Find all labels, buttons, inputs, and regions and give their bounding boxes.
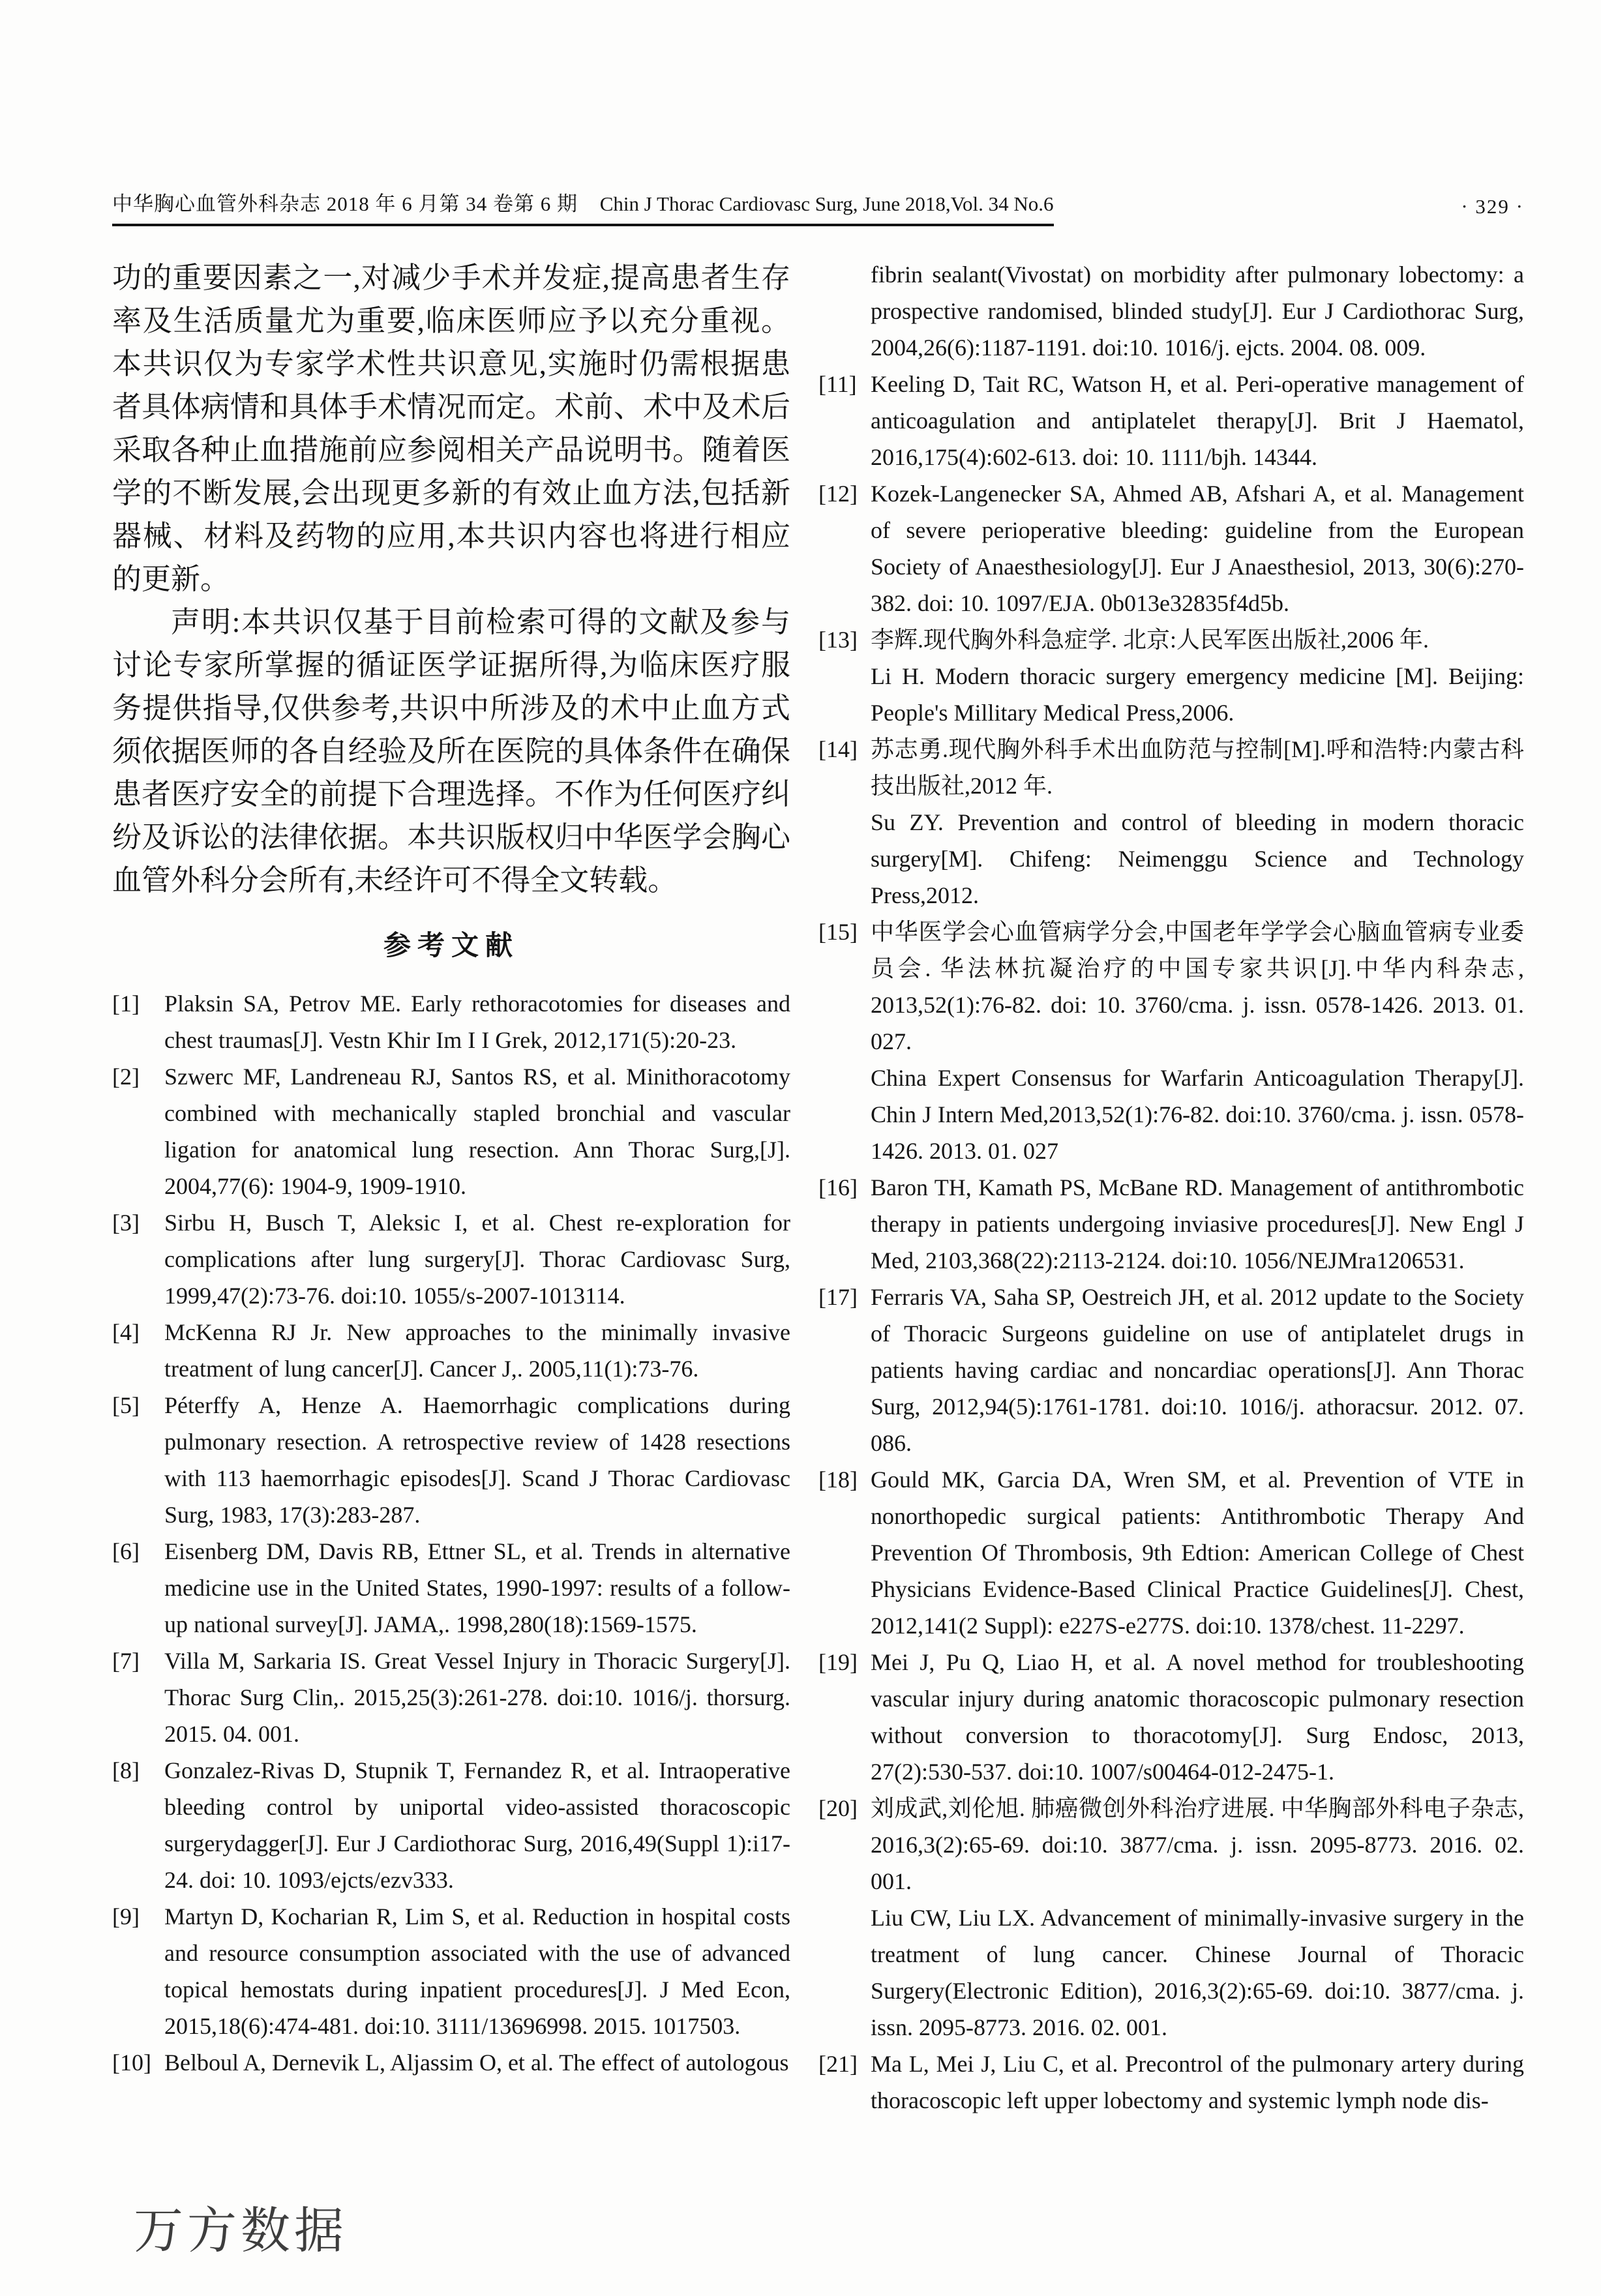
reference-item xyxy=(818,914,1524,1060)
reference-label: [16] xyxy=(818,1174,858,1200)
reference-label: [11] xyxy=(818,371,857,397)
reference-label: [18] xyxy=(818,1467,858,1493)
reference-item xyxy=(112,1204,790,1314)
reference-text: Ferraris VA, Saha SP, Oestreich JH, et al. 2012 update to the Society of Thoracic Surgeons guideline on use of antiplatelet drugs in patients having cardiac and noncardiac operations[J]. Ann Thorac Surg, 2012,94(5):1761-1781. doi:10. 1016/j. athoracsur. 2012. 07. 086. xyxy=(871,1284,1524,1456)
reference-item xyxy=(112,1387,790,1533)
reference-text: Kozek-Langenecker SA, Ahmed AB, Afshari A, et al. Management of severe perioperative bleeding: guideline from the European Society of Anaesthesiology[J]. Eur J Anaesthesiol, 2013, 30(6):270-382. doi: 10. 1097/EJA. 0b013e32835f4d5b. xyxy=(871,481,1524,616)
reference-text: Plaksin SA, Petrov ME. Early rethoracotomies for diseases and chest traumas[J]. Vestn Khir Im I I Grek, 2012,171(5):20-23. xyxy=(164,991,790,1053)
reference-label: [19] xyxy=(818,1649,858,1675)
reference-label: [14] xyxy=(818,736,858,762)
reference-text: 中华医学会心血管病学分会,中国老年学学会心脑血管病专业委员会. 华法林抗凝治疗的中国专家共识[J].中华内科杂志, 2013,52(1):76-82. doi: 10. 3760/cma. j. issn. 0578-1426. 2013. 01. 027. xyxy=(871,919,1524,1054)
journal-title-cn: 中华胸心血管外科杂志 2018 年 6 月第 34 卷第 6 期 xyxy=(112,192,578,215)
reference-text: Su ZY. Prevention and control of bleeding in modern thoracic surgery[M]. Chifeng: Neimenggu Science and Technology Press,2012. xyxy=(871,809,1524,908)
references-list-left xyxy=(112,985,790,2081)
reference-label: [17] xyxy=(818,1284,858,1310)
reference-label: [12] xyxy=(818,481,858,507)
reference-item xyxy=(818,1644,1524,1790)
reference-label: [9] xyxy=(112,1903,140,1930)
reference-item xyxy=(818,1169,1524,1279)
reference-item xyxy=(818,2046,1524,2119)
reference-text: Ma L, Mei J, Liu C, et al. Precontrol of the pulmonary artery during thoracoscopic left upper lobectomy and systemic lymph node dis- xyxy=(871,2051,1524,2113)
reference-text: Martyn D, Kocharian R, Lim S, et al. Reduction in hospital costs and resource consumption associated with the use of advanced topical hemostats during inpatient procedures[J]. J Med Econ, 2015,18(6):474-481. doi:10. 3111/13696998. 2015. 1017503. xyxy=(164,1903,790,2039)
reference-item xyxy=(818,1060,1524,1169)
reference-text: Gonzalez-Rivas D, Stupnik T, Fernandez R, et al. Intraoperative bleeding control by uniportal video-assisted thoracoscopic surgerydagger[J]. Eur J Cardiothorac Surg, 2016,49(Suppl 1):i17-24. doi: 10. 1093/ejcts/ezv333. xyxy=(164,1757,790,1893)
reference-text: 李辉.现代胸外科急症学. 北京:人民军医出版社,2006 年. xyxy=(871,627,1429,653)
reference-item xyxy=(112,1058,790,1204)
reference-item xyxy=(818,1461,1524,1644)
reference-text: Li H. Modern thoracic surgery emergency medicine [M]. Beijing: People's Millitary Medical Press,2006. xyxy=(871,663,1524,726)
reference-item xyxy=(112,1898,790,2044)
reference-label: [20] xyxy=(818,1795,858,1821)
right-column xyxy=(818,256,1524,2119)
reference-label: [4] xyxy=(112,1319,140,1345)
reference-label: [5] xyxy=(112,1392,140,1418)
page-number: · 329 · xyxy=(1461,195,1524,218)
statement-paragraph: 声明:本共识仅基于目前检索可得的文献及参与讨论专家所掌握的循证医学证据所得,为临床医疗服务提供指导,仅供参考,共识中所涉及的术中止血方式须依据医师的各自经验及所在医院的具体条件在确保患者医疗安全的前提下合理选择。不作为任何医疗纠纷及诉讼的法律依据。本共识版权归中华医学会胸心血管外科分会所有,未经许可不得全文转载。 xyxy=(112,606,790,897)
reference-item xyxy=(818,804,1524,914)
references-heading: 参考文献 xyxy=(383,931,519,961)
reference-text: Szwerc MF, Landreneau RJ, Santos RS, et al. Minithoracotomy combined with mechanically stapled bronchial and vascular ligation for anatomical lung resection. Ann Thorac Surg,[J]. 2004,77(6): 1904-9, 1909-1910. xyxy=(164,1064,790,1199)
reference-item xyxy=(818,658,1524,731)
reference-text: Keeling D, Tait RC, Watson H, et al. Peri-operative management of anticoagulation and antiplatelet therapy[J]. Brit J Haematol, 2016,175(4):602-613. doi: 10. 1111/bjh. 14344. xyxy=(871,371,1524,470)
left-column xyxy=(112,256,790,2081)
reference-item xyxy=(818,1279,1524,1461)
reference-text: 苏志勇.现代胸外科手术出血防范与控制[M].呼和浩特:内蒙古科技出版社,2012 年. xyxy=(871,736,1524,799)
reference-item xyxy=(818,731,1524,804)
reference-label: [6] xyxy=(112,1538,140,1564)
reference-text: Baron TH, Kamath PS, McBane RD. Management of antithrombotic therapy in patients undergoing inviasive procedures[J]. New Engl J Med, 2103,368(22):2113-2124. doi:10. 1056/NEJMra1206531. xyxy=(871,1174,1524,1274)
reference-text: McKenna RJ Jr. New approaches to the minimally invasive treatment of lung cancer[J]. Cancer J,. 2005,11(1):73-76. xyxy=(164,1319,790,1382)
running-head xyxy=(112,190,1054,226)
reference-label: [13] xyxy=(818,627,858,653)
reference-item xyxy=(818,621,1524,658)
reference-item xyxy=(112,1752,790,1898)
reference-label: [21] xyxy=(818,2051,858,2077)
reference-label: [2] xyxy=(112,1064,140,1090)
reference-text: Eisenberg DM, Davis RB, Ettner SL, et al. Trends in alternative medicine use in the United States, 1990-1997: results of a follow-up national survey[J]. JAMA,. 1998,280(18):1569-1575. xyxy=(164,1538,790,1637)
reference-item xyxy=(818,366,1524,475)
reference-item xyxy=(818,1790,1524,1900)
reference-item xyxy=(818,256,1524,366)
journal-title-en: Chin J Thorac Cardiovasc Surg, June 2018,Vol. 34 No.6 xyxy=(599,192,1054,215)
reference-text: Villa M, Sarkaria IS. Great Vessel Injury in Thoracic Surgery[J]. Thorac Surg Clin,. 2015,25(3):261-278. doi:10. 1016/j. thorsurg. 2015. 04. 001. xyxy=(164,1648,790,1747)
reference-label: [15] xyxy=(818,919,858,945)
wanfang-data-watermark: 万方数据 xyxy=(134,2203,348,2259)
reference-label: [1] xyxy=(112,991,140,1017)
reference-text: fibrin sealant(Vivostat) on morbidity after pulmonary lobectomy: a prospective randomised, blinded study[J]. Eur J Cardiothorac Surg, 2004,26(6):1187-1191. doi:10. 1016/j. ejcts. 2004. 08. 009. xyxy=(871,261,1524,361)
reference-item xyxy=(818,475,1524,621)
reference-text: Liu CW, Liu LX. Advancement of minimally-invasive surgery in the treatment of lung cancer. Chinese Journal of Thoracic Surgery(Electronic Edition), 2016,3(2):65-69. doi:10. 3877/cma. j. issn. 2095-8773. 2016. 02. 001. xyxy=(871,1905,1524,2040)
reference-item xyxy=(818,1900,1524,2046)
reference-label: [10] xyxy=(112,2050,151,2076)
reference-text: Sirbu H, Busch T, Aleksic I, et al. Chest re-exploration for complications after lung surgery[J]. Thorac Cardiovasc Surg, 1999,47(2):73-76. doi:10. 1055/s-2007-1013114. xyxy=(164,1210,790,1309)
reference-text: 刘成武,刘伦旭. 肺癌微创外科治疗进展. 中华胸部外科电子杂志, 2016,3(2):65-69. doi:10. 3877/cma. j. issn. 2095-8773. 2016. 02. 001. xyxy=(871,1795,1524,1894)
reference-item xyxy=(112,1643,790,1752)
reference-item xyxy=(112,2044,790,2081)
reference-label: [3] xyxy=(112,1210,140,1236)
references-list-right xyxy=(818,256,1524,2119)
reference-text: Belboul A, Dernevik L, Aljassim O, et al. The effect of autologous xyxy=(164,2050,789,2076)
reference-text: Péterffy A, Henze A. Haemorrhagic complications during pulmonary resection. A retrospective review of 1428 resections with 113 haemorrhagic episodes[J]. Scand J Thorac Cardiovasc Surg, 1983, 17(3):283-287. xyxy=(164,1392,790,1528)
reference-item xyxy=(112,1533,790,1643)
reference-label: [8] xyxy=(112,1757,140,1783)
reference-text: China Expert Consensus for Warfarin Anticoagulation Therapy[J]. Chin J Intern Med,2013,52(1):76-82. doi:10. 3760/cma. j. issn. 0578-1426. 2013. 01. 027 xyxy=(871,1065,1524,1164)
page-header xyxy=(112,190,1524,226)
reference-text: Mei J, Pu Q, Liao H, et al. A novel method for troubleshooting vascular injury during anatomic thoracoscopic pulmonary resection without conversion to thoracotomy[J]. Surg Endosc, 2013, 27(2):530-537. doi:10. 1007/s00464-012-2475-1. xyxy=(871,1649,1524,1785)
body-paragraph: 功的重要因素之一,对减少手术并发症,提高患者生存率及生活质量尤为重要,临床医师应予以充分重视。本共识仅为专家学术性共识意见,实施时仍需根据患者具体病情和具体手术情况而定。术前、术中及术后采取各种止血措施前应参阅相关产品说明书。随着医学的不断发展,会出现更多新的有效止血方法,包括新器械、材料及药物的应用,本共识内容也将进行相应的更新。 xyxy=(112,261,790,595)
reference-label: [7] xyxy=(112,1648,140,1674)
reference-text: Gould MK, Garcia DA, Wren SM, et al. Prevention of VTE in nonorthopedic surgical patients: Antithrombotic Therapy And Prevention Of Thrombosis, 9th Edtion: American College of Chest Physicians Evidence-Based Clinical Practice Guidelines[J]. Chest, 2012,141(2 Suppl): e227S-e277S. doi:10. 1378/chest. 11-2297. xyxy=(871,1467,1524,1639)
reference-item xyxy=(112,985,790,1058)
reference-item xyxy=(112,1314,790,1387)
